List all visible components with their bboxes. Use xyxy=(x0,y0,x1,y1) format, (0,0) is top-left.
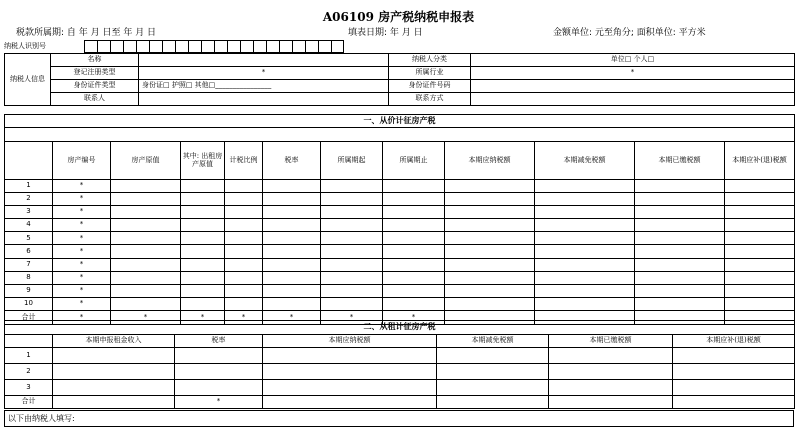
data-cell[interactable] xyxy=(445,245,535,258)
section2-header: 本期已缴税额 xyxy=(549,335,673,348)
data-cell[interactable] xyxy=(725,180,795,193)
taxpayer-id-box[interactable] xyxy=(84,40,97,53)
data-cell[interactable] xyxy=(535,193,635,206)
taxpayer-category-label: 纳税人分类 xyxy=(389,54,471,67)
data-cell[interactable] xyxy=(263,380,437,396)
data-cell[interactable] xyxy=(111,271,181,284)
section1-header: 所属期止 xyxy=(383,142,445,180)
data-cell[interactable] xyxy=(53,364,175,380)
data-cell[interactable] xyxy=(445,180,535,193)
data-cell[interactable] xyxy=(263,193,321,206)
section2-header: 本期减免税额 xyxy=(437,335,549,348)
total-cell: * xyxy=(53,310,111,324)
section1-header: 所属期起 xyxy=(321,142,383,180)
data-cell[interactable] xyxy=(225,206,263,219)
id-type-label: 身份证件类型 xyxy=(51,80,139,93)
data-cell[interactable] xyxy=(181,193,225,206)
data-cell[interactable] xyxy=(225,180,263,193)
total-cell[interactable] xyxy=(53,396,175,409)
data-cell[interactable] xyxy=(181,245,225,258)
data-cell[interactable] xyxy=(635,193,725,206)
taxpayer-id-box[interactable] xyxy=(318,40,331,53)
taxpayer-id-box[interactable] xyxy=(136,40,149,53)
name-label: 名称 xyxy=(51,54,139,67)
table-row xyxy=(5,297,795,310)
form-title: A06109 房产税纳税申报表 xyxy=(322,10,475,24)
data-cell: * xyxy=(53,232,111,245)
row-number: 1 xyxy=(5,348,53,364)
row-number: 8 xyxy=(5,271,53,284)
data-cell[interactable] xyxy=(445,219,535,232)
total-cell: * xyxy=(175,396,263,409)
contact-method-field[interactable] xyxy=(471,93,795,106)
id-number-field[interactable] xyxy=(471,80,795,93)
data-cell[interactable] xyxy=(111,284,181,297)
data-cell[interactable] xyxy=(535,258,635,271)
data-cell[interactable] xyxy=(437,364,549,380)
data-cell[interactable] xyxy=(181,232,225,245)
section2-header: 本期申报租金收入 xyxy=(53,335,175,348)
data-cell[interactable] xyxy=(263,258,321,271)
industry-label: 所属行业 xyxy=(389,67,471,80)
total-cell[interactable] xyxy=(263,396,437,409)
total-cell: * xyxy=(181,310,225,324)
data-cell[interactable] xyxy=(263,271,321,284)
data-cell[interactable] xyxy=(111,206,181,219)
data-cell[interactable] xyxy=(383,271,445,284)
table-row xyxy=(5,206,795,219)
section1-header: 税率 xyxy=(263,142,321,180)
data-cell[interactable] xyxy=(635,232,725,245)
data-cell[interactable] xyxy=(225,232,263,245)
taxpayer-id-box[interactable] xyxy=(123,40,136,53)
total-cell[interactable] xyxy=(673,396,795,409)
data-cell[interactable] xyxy=(673,364,795,380)
table-row xyxy=(5,219,795,232)
data-cell[interactable] xyxy=(535,297,635,310)
data-cell[interactable] xyxy=(673,380,795,396)
data-cell[interactable] xyxy=(725,219,795,232)
total-label: 合计 xyxy=(5,396,53,409)
id-number-label: 身份证件号码 xyxy=(389,80,471,93)
unit-note: 金额单位: 元至角分; 面积单位: 平方米 xyxy=(553,28,706,38)
reg-type-field[interactable]: * xyxy=(139,67,389,80)
data-cell[interactable] xyxy=(111,193,181,206)
id-type-options[interactable]: 身份证□ 护照□ 其他□________________ xyxy=(139,80,389,93)
data-cell[interactable] xyxy=(53,380,175,396)
industry-field[interactable]: * xyxy=(471,67,795,80)
data-cell[interactable] xyxy=(53,348,175,364)
data-cell[interactable] xyxy=(321,219,383,232)
data-cell[interactable] xyxy=(383,193,445,206)
taxpayer-id-box[interactable] xyxy=(266,40,279,53)
data-cell[interactable] xyxy=(725,206,795,219)
contact-method-label: 联系方式 xyxy=(389,93,471,106)
data-cell[interactable] xyxy=(535,180,635,193)
row-number: 6 xyxy=(5,245,53,258)
data-cell[interactable] xyxy=(635,180,725,193)
contact-label: 联系人 xyxy=(51,93,139,106)
data-cell: * xyxy=(53,297,111,310)
section2-header: 本期应纳税额 xyxy=(263,335,437,348)
data-cell[interactable] xyxy=(383,245,445,258)
data-cell[interactable] xyxy=(225,193,263,206)
data-cell[interactable] xyxy=(181,180,225,193)
data-cell[interactable] xyxy=(535,206,635,219)
data-cell[interactable] xyxy=(263,348,437,364)
row-number: 2 xyxy=(5,193,53,206)
data-cell[interactable] xyxy=(673,348,795,364)
data-cell[interactable] xyxy=(111,297,181,310)
data-cell[interactable] xyxy=(263,206,321,219)
data-cell[interactable] xyxy=(383,206,445,219)
taxpayer-id-box[interactable] xyxy=(201,40,214,53)
data-cell[interactable] xyxy=(725,271,795,284)
taxpayer-id-boxes[interactable] xyxy=(84,40,344,53)
data-cell[interactable] xyxy=(383,232,445,245)
row-number: 3 xyxy=(5,206,53,219)
taxpayer-id-box[interactable] xyxy=(240,40,253,53)
taxpayer-id-box[interactable] xyxy=(175,40,188,53)
data-cell[interactable] xyxy=(635,245,725,258)
data-cell[interactable] xyxy=(383,219,445,232)
data-cell[interactable] xyxy=(111,232,181,245)
data-cell[interactable] xyxy=(225,245,263,258)
data-cell[interactable] xyxy=(635,284,725,297)
data-cell[interactable] xyxy=(383,284,445,297)
section1-header: 房产编号 xyxy=(53,142,111,180)
data-cell[interactable] xyxy=(321,271,383,284)
data-cell: * xyxy=(53,193,111,206)
data-cell: * xyxy=(53,206,111,219)
data-cell: * xyxy=(53,271,111,284)
row-number: 3 xyxy=(5,380,53,396)
taxpayer-info-table xyxy=(4,53,795,106)
data-cell[interactable] xyxy=(535,271,635,284)
data-cell[interactable] xyxy=(445,284,535,297)
section1-table xyxy=(4,114,795,325)
data-cell[interactable] xyxy=(181,219,225,232)
data-cell[interactable] xyxy=(549,348,673,364)
taxpayer-id-row xyxy=(4,40,344,53)
section1-title: 一、从价计征房产税 xyxy=(5,115,795,128)
data-cell[interactable] xyxy=(111,219,181,232)
data-cell[interactable] xyxy=(321,258,383,271)
data-cell[interactable] xyxy=(383,258,445,271)
data-cell[interactable] xyxy=(635,258,725,271)
data-cell[interactable] xyxy=(175,380,263,396)
data-cell[interactable] xyxy=(437,380,549,396)
section1-header: 本期已缴税额 xyxy=(635,142,725,180)
tax-period: 税款所属期: 自 年 月 日至 年 月 日 xyxy=(16,28,157,38)
taxpayer-id-box[interactable] xyxy=(292,40,305,53)
table-row xyxy=(5,232,795,245)
section1-header: 本期应纳税额 xyxy=(445,142,535,180)
data-cell[interactable] xyxy=(181,206,225,219)
taxpayer-id-box[interactable] xyxy=(227,40,240,53)
data-cell: * xyxy=(53,219,111,232)
data-cell[interactable] xyxy=(383,180,445,193)
data-cell[interactable] xyxy=(445,258,535,271)
data-cell[interactable] xyxy=(635,297,725,310)
taxpayer-id-box[interactable] xyxy=(110,40,123,53)
data-cell[interactable] xyxy=(549,380,673,396)
data-cell[interactable] xyxy=(535,232,635,245)
data-cell[interactable] xyxy=(321,193,383,206)
row-number: 7 xyxy=(5,258,53,271)
data-cell: * xyxy=(53,284,111,297)
section2-header xyxy=(5,335,53,348)
section2-title: 二、从租计征房产税 xyxy=(5,321,795,335)
total-cell[interactable] xyxy=(437,396,549,409)
fill-date: 填表日期: 年 月 日 xyxy=(348,28,423,38)
taxpayer-info-group-label: 纳税人信息 xyxy=(5,54,51,106)
name-field[interactable] xyxy=(139,54,389,67)
data-cell: * xyxy=(53,258,111,271)
data-cell[interactable] xyxy=(725,232,795,245)
data-cell[interactable] xyxy=(263,232,321,245)
row-number: 5 xyxy=(5,232,53,245)
data-cell: * xyxy=(53,245,111,258)
data-cell[interactable] xyxy=(225,271,263,284)
data-cell[interactable] xyxy=(725,193,795,206)
taxpayer-id-box[interactable] xyxy=(214,40,227,53)
taxpayer-id-box[interactable] xyxy=(149,40,162,53)
data-cell[interactable] xyxy=(263,245,321,258)
contact-field[interactable] xyxy=(139,93,389,106)
data-cell[interactable] xyxy=(321,206,383,219)
data-cell[interactable] xyxy=(225,219,263,232)
data-cell[interactable] xyxy=(725,245,795,258)
section2-header: 本期应补(退)税额 xyxy=(673,335,795,348)
table-row xyxy=(5,284,795,297)
data-cell[interactable] xyxy=(225,297,263,310)
section2-header: 税率 xyxy=(175,335,263,348)
data-cell[interactable] xyxy=(321,180,383,193)
section1-header: 其中: 出租房产原值 xyxy=(181,142,225,180)
taxpayer-id-box[interactable] xyxy=(97,40,110,53)
data-cell[interactable] xyxy=(181,271,225,284)
data-cell[interactable] xyxy=(111,245,181,258)
table-row xyxy=(5,258,795,271)
section1-header: 计税比例 xyxy=(225,142,263,180)
table-row xyxy=(5,380,795,396)
table-row xyxy=(5,180,795,193)
row-number: 1 xyxy=(5,180,53,193)
data-cell[interactable] xyxy=(321,245,383,258)
taxpayer-id-box[interactable] xyxy=(331,40,344,53)
data-cell[interactable] xyxy=(263,284,321,297)
row-number: 10 xyxy=(5,297,53,310)
table-row xyxy=(5,364,795,380)
data-cell[interactable] xyxy=(445,206,535,219)
data-cell[interactable] xyxy=(445,193,535,206)
table-row xyxy=(5,245,795,258)
taxpayer-id-box[interactable] xyxy=(279,40,292,53)
total-cell: * xyxy=(383,310,445,324)
data-cell[interactable] xyxy=(181,297,225,310)
taxpayer-id-box[interactable] xyxy=(253,40,266,53)
table-row xyxy=(5,193,795,206)
data-cell[interactable] xyxy=(549,364,673,380)
data-cell[interactable] xyxy=(175,364,263,380)
data-cell[interactable] xyxy=(225,284,263,297)
data-cell[interactable] xyxy=(383,297,445,310)
table-row xyxy=(5,348,795,364)
data-cell[interactable] xyxy=(225,258,263,271)
data-cell[interactable] xyxy=(263,219,321,232)
total-cell: * xyxy=(111,310,181,324)
section1-header: 本期应补(退)税额 xyxy=(725,142,795,180)
row-number: 4 xyxy=(5,219,53,232)
data-cell[interactable] xyxy=(725,258,795,271)
data-cell[interactable] xyxy=(445,297,535,310)
total-cell: * xyxy=(263,310,321,324)
data-cell[interactable] xyxy=(535,219,635,232)
data-cell[interactable] xyxy=(263,297,321,310)
taxpayer-id-label: 纳税人识别号 xyxy=(4,42,46,50)
data-cell[interactable] xyxy=(181,258,225,271)
table-row xyxy=(5,271,795,284)
taxpayer-id-box[interactable] xyxy=(305,40,318,53)
total-label: 合计 xyxy=(5,310,53,324)
footer-note: 以下由纳税人填写: xyxy=(4,410,794,427)
data-cell[interactable] xyxy=(437,348,549,364)
section1-spacer xyxy=(5,128,795,142)
data-cell[interactable] xyxy=(535,245,635,258)
data-cell[interactable] xyxy=(321,297,383,310)
data-cell[interactable] xyxy=(635,206,725,219)
data-cell[interactable] xyxy=(445,271,535,284)
data-cell[interactable] xyxy=(111,258,181,271)
total-cell[interactable] xyxy=(549,396,673,409)
section1-header: 房产原值 xyxy=(111,142,181,180)
data-cell[interactable] xyxy=(635,219,725,232)
row-number: 2 xyxy=(5,364,53,380)
data-cell[interactable] xyxy=(321,284,383,297)
section1-header xyxy=(5,142,53,180)
data-cell[interactable] xyxy=(535,284,635,297)
data-cell[interactable] xyxy=(181,284,225,297)
data-cell: * xyxy=(53,180,111,193)
data-cell[interactable] xyxy=(321,232,383,245)
data-cell[interactable] xyxy=(263,180,321,193)
taxpayer-id-box[interactable] xyxy=(162,40,175,53)
data-cell[interactable] xyxy=(263,364,437,380)
total-cell: * xyxy=(321,310,383,324)
total-cell: * xyxy=(225,310,263,324)
row-number: 9 xyxy=(5,284,53,297)
section2-table xyxy=(4,320,795,409)
reg-type-label: 登记注册类型 xyxy=(51,67,139,80)
data-cell[interactable] xyxy=(725,297,795,310)
taxpayer-id-box[interactable] xyxy=(188,40,201,53)
data-cell[interactable] xyxy=(725,284,795,297)
taxpayer-category-options[interactable]: 单位□ 个人□ xyxy=(471,54,795,67)
data-cell[interactable] xyxy=(635,271,725,284)
section1-header: 本期减免税额 xyxy=(535,142,635,180)
data-cell[interactable] xyxy=(111,180,181,193)
data-cell[interactable] xyxy=(445,232,535,245)
data-cell[interactable] xyxy=(175,348,263,364)
